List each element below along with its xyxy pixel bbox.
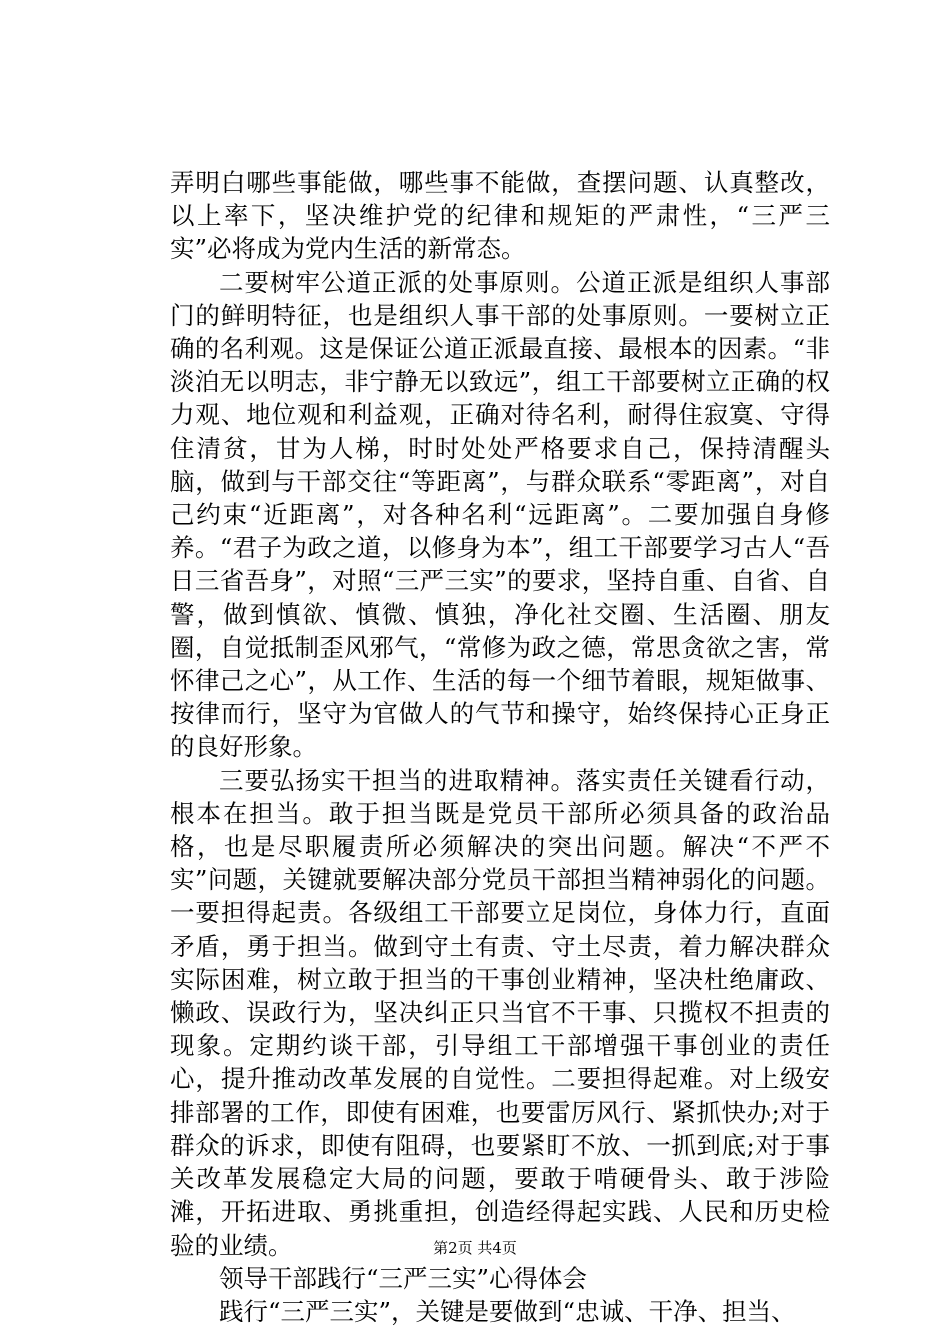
document-body: [170, 166, 830, 1328]
section-heading: 领导干部践行“三严三实”心得体会: [219, 1263, 588, 1293]
page-number-label: 第2页 共4页: [433, 1239, 517, 1257]
paragraph-responsibility: 三要弘扬实干担当的进取精神。落实责任关键看行动，根本在担当。敢于担当既是党员干部所必须具备的政治品格，也是尽职履责所必须解决的突出问题。解决“不严不实”问题，关键就要解决部分党员干部担当精神弱化的问题。一要担得起责。各级组工干部要立足岗位，身体力行，直面矛盾，勇于担当。做到守土有责、守土尽责，着力解决群众实际困难，树立敢于担当的干事创业精神，坚决杜绝庸政、懒政、误政行为，坚决纠正只当官不干事、只揽权不担责的现象。定期约谈干部，引导组工干部增强干事创业的责任心，提升推动改革发展的自觉性。二要担得起难。对上级安排部署的工作，即使有困难，也要雷厉风行、紧抓快办;对于群众的诉求，即使有阻碍，也要紧盯不放、一抓到底;对于事关改革发展稳定大局的问题，要敢于啃硬骨头、敢于涉险滩，开拓进取、勇挑重担，创造经得起实践、人民和历史检验的业绩。: [170, 765, 830, 1260]
paragraph-practice: 践行“三严三实”，关键是要做到“忠诚、干净、担当、: [219, 1296, 796, 1326]
paragraph-continuation: 弄明白哪些事能做，哪些事不能做，查摆问题、认真整改，以上率下，坚决维护党的纪律和规矩的严肃性，“三严三实”必将成为党内生活的新常态。: [170, 168, 830, 264]
paragraph-principle: 二要树牢公道正派的处事原则。公道正派是组织人事部门的鲜明特征，也是组织人事干部的处事原则。一要树立正确的名利观。这是保证公道正派最直接、最根本的因素。“非淡泊无以明志，非宁静无以致远”，组工干部要树立正确的权力观、地位观和利益观，正确对待名利，耐得住寂寞、守得住清贫，甘为人梯，时时处处严格要求自己，保持清醒头脑，做到与干部交往“等距离”，与群众联系“零距离”，对自己约束“近距离”，对各种名利“远距离”。二要加强自身修养。“君子为政之道，以修身为本”，组工干部要学习古人“吾日三省吾身”，对照“三严三实”的要求，坚持自重、自省、自警，做到慎欲、慎微、慎独，净化社交圈、生活圈、朋友圈，自觉抵制歪风邪气，“常修为政之德，常思贪欲之害，常怀律己之心”，从工作、生活的每一个细节着眼，规矩做事、按律而行，坚守为官做人的气节和操守，始终保持心正身正的良好形象。: [170, 267, 830, 762]
page-footer: [0, 1238, 950, 1258]
